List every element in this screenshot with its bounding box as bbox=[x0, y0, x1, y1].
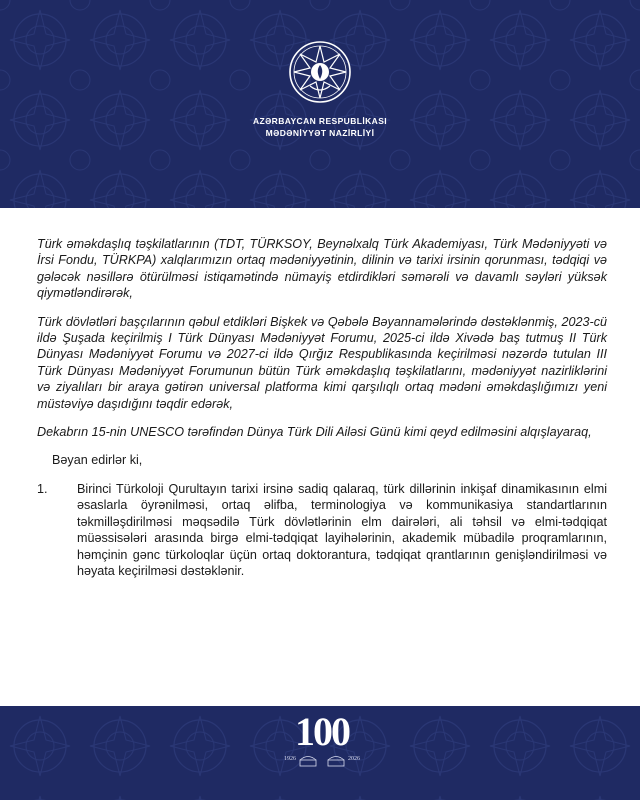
ministry-name-line1: AZƏRBAYCAN RESPUBLİKASI bbox=[252, 116, 388, 126]
ministry-name-line2: MƏDƏNİYYƏT NAZİRLİYİ bbox=[265, 128, 375, 138]
ornament-pattern-icon bbox=[0, 0, 640, 208]
list-item-number: 1. bbox=[37, 481, 48, 496]
declaration-intro: Bəyan edirlər ki, bbox=[52, 453, 143, 468]
preamble-paragraph-2: Türk dövlətləri başçılarının qəbul etdikləri Bişkek və Qəbələ Bəyannamələrində dəstəklənmiş, 2023-cü ildə Şuşada keçirilmiş I Türk Dünyası Mədəniyyət Forumu, 2025-ci ildə Xivədə baş tutmuş II Türk Dünyası Mədəniyyət Forumu və 2027-ci ildə Qırğız Respublikasında keçirilməsi nəzərdə tutulan III Türk Dünyası Mədəniyyət Forumunun bütün Türk əməkdaşlıq təşkilatlarını, mədəniyyət nazirliklərini və ziyalıları bir araya gətirən universal platforma kimi qarşılıqlı ortaq mədəni əməkdaşlığımızı yeni müstəviyə daşıdığını təqdir edərək, bbox=[37, 314, 607, 411]
declaration-text bbox=[37, 236, 607, 579]
header-banner bbox=[0, 0, 640, 208]
logo-year-start: 1926 bbox=[284, 756, 296, 762]
logo-number: 100 bbox=[295, 709, 349, 754]
centenary-logo-icon bbox=[280, 709, 364, 772]
preamble-paragraph-3: Dekabrın 15-nin UNESCO tərəfindən Dünya Türk Dili Ailəsi Günü kimi qeyd edilməsini alqışlayaraq, bbox=[37, 425, 592, 440]
azerbaijan-emblem-icon bbox=[288, 40, 352, 104]
logo-building-icon bbox=[294, 752, 350, 768]
list-item bbox=[37, 481, 607, 579]
logo-year-end: 2026 bbox=[348, 756, 360, 762]
preamble-paragraph-1: Türk əməkdaşlıq təşkilatlarının (TDT, TÜRKSOY, Beynəlxalq Türk Akademiyası, Türk Mədəniyyəti və İrsi Fondu, TÜRKPA) xalqlarımızın ortaq mədəniyyətinin, dilinin və tarixi irsinin qorunması, tədqiqi və gələcək nəsillərə ötürülməsi istiqamətində nümayiş etdirdikləri səmərəli və davamlı səyləri yüksək qiymətləndirərək, bbox=[37, 237, 607, 301]
list-item-text: Birinci Türkoloji Qurultayın tarixi irsinə sadiq qalaraq, türk dillərinin inkişaf dinamikasının elmi əsaslarla öyrənilməsi, ortaq əlifba, terminologiya və kommunikasiya standartlarının təkmilləşdirilməsi məqsədilə Türk dövlətlərinin elm dairələri, ali təhsil və elmi-tədqiqat müəssisələri arasında birgə elmi-tədqiqat layihələrinin, akademik mübadilə proqramlarının, həmçinin gənc türkoloqlar üçün ortaq doktorantura, tədqiqat qrantlarının genişləndirilməsi və həyata keçirilməsi dəstəklənir. bbox=[77, 481, 607, 578]
